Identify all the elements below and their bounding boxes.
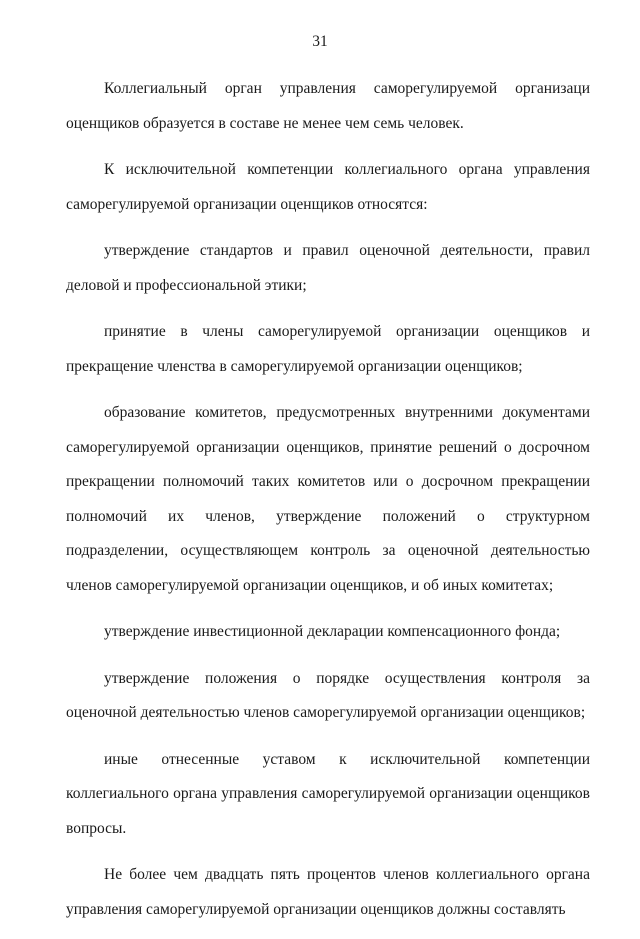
page-number: 31 <box>312 33 328 50</box>
paragraph: К исключительной компетенции коллегиального органа управления саморегулируемой организации оценщиков относятся: <box>66 161 590 213</box>
paragraph: утверждение инвестиционной декларации компенсационного фонда; <box>104 623 561 640</box>
paragraph: принятие в члены саморегулируемой организации оценщиков и прекращение членства в саморегулируемой организации оценщиков; <box>66 323 590 375</box>
paragraph: Коллегиальный орган управления саморегулируемой организаци оценщиков образуется в составе не менее чем семь человек. <box>66 80 590 132</box>
paragraph: Не более чем двадцать пять процентов членов коллегиального органа управления саморегулируемой организации оценщиков должны составлять <box>66 866 590 918</box>
paragraph: утверждение стандартов и правил оценочной деятельности, правил деловой и профессиональной этики; <box>66 242 590 294</box>
paragraph: утверждение положения о порядке осуществления контроля за оценочной деятельностью членов саморегулируемой организации оценщиков; <box>66 669 590 721</box>
document-body <box>66 72 590 939</box>
paragraph: иные отнесенные уставом к исключительной компетенции коллегиального органа управления саморегулируемой организации оценщиков вопросы. <box>66 750 590 837</box>
paragraph: образование комитетов, предусмотренных внутренними документами саморегулируемой организации оценщиков, принятие решений о досрочном прекращении полномочий таких комитетов или о досрочном прекращении полномочий их членов, утверждение положений о структурном подразделении, осуществляющем контроль за оценочной деятельностью членов саморегулируемой организации оценщиков, и об иных комитетах; <box>66 404 590 594</box>
